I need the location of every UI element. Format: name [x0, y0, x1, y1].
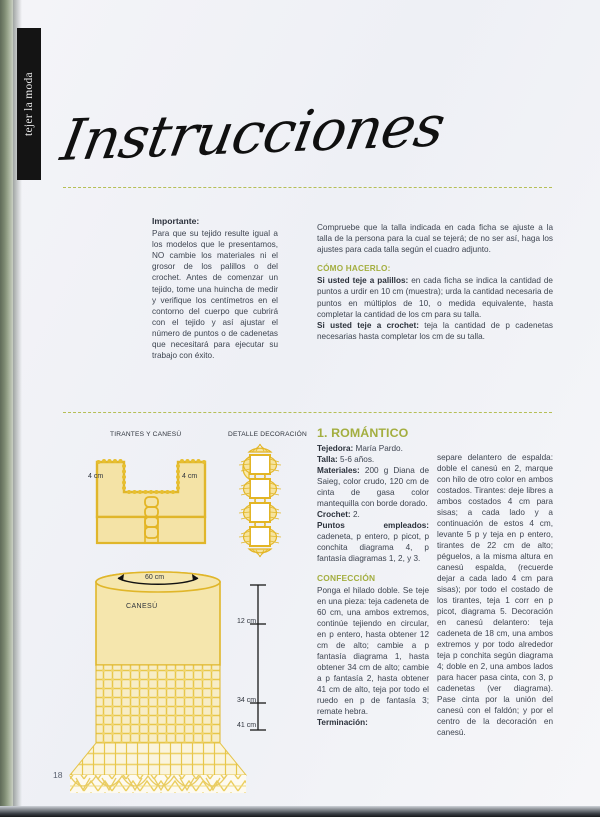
field-puntos: [317, 520, 429, 564]
tirantes-caption: TIRANTES Y CANESÚ: [110, 431, 182, 438]
tirantes-diagram: [97, 459, 207, 543]
measure-34cm: 34 cm: [237, 697, 257, 704]
confeccion-body: Ponga el hilado doble. Se teje en una pieza: teja cadeneta de 60 cm, una ambos extremos, continúe tejiendo en circular, en p entero, hasta obtener 12 cm de alto; cambie a p fantasía diagrama 1, hasta obtener 34 cm de alto; cambie a p fantasía 2, hasta obtener 41 cm de alto, teja por todo el ruedo en p de fantasía 3; remate hebra.: [317, 586, 429, 716]
measure-60cm: 60 cm: [145, 574, 165, 581]
field-crochet: [317, 509, 429, 520]
field-talla: [317, 454, 429, 465]
field-tejedora-label: Tejedora:: [317, 444, 354, 453]
field-talla-value: 5-6 años.: [337, 455, 375, 464]
palillos-lead: Si usted teje a palillos:: [317, 276, 409, 286]
crochet-body: teja la cantidad de p cadenetas necesarias hasta completar los cm de su talla.: [317, 320, 553, 341]
terminacion-body: separe delantero de espalda: doble el canesú en 2, marque con hilo de otro color en ambos costados. Tirantes: deje libres a ambos costados 4 cm para sisas; a cada lado y a continuación de estos 4 cm, levante 5 p y teja en p entero, tirantes de 22 cm de alto; péguelos, a la misma altura en canesú espalda, (recuerde dejar a cada lado 4 cm para sisas); por todo el costado de los tirantes, teja 1 corr en p picot, diagrama 5. Decoración en canesú delantero: teja cadeneta de 18 cm, una ambos extremos y por todo alrededor teja p conchita según diagrama 4; doble en 2, una ambos lados para hacer pasa cinta, con 3, p cadenetas (ver diagrama). Pase cinta por la unión del canesú con el faldón; y por el centro de la decoración en canesú.: [437, 453, 553, 737]
como-hacerlo-heading: CÓMO HACERLO:: [317, 264, 391, 274]
field-materiales: [317, 465, 429, 509]
terminacion-paragraph: [317, 717, 429, 728]
skirt-diagram: [70, 572, 266, 793]
page-title: Instrucciones: [56, 93, 449, 174]
field-crochet-label: Crochet:: [317, 510, 351, 519]
field-materiales-value: 200 g Diana de Saieg, color crudo, 120 cm de cinta de gasa color mantequilla con borde dorado.: [317, 466, 429, 508]
field-puntos-label: Puntos empleados:: [317, 521, 429, 530]
pattern-column: [317, 428, 429, 728]
field-crochet-value: 2.: [350, 510, 360, 519]
section-tab-label: tejer la moda: [23, 72, 35, 136]
page-number: 18: [53, 770, 63, 780]
measure-left-4cm: 4 cm: [88, 473, 104, 480]
pattern-title: 1. ROMÁNTICO: [317, 426, 409, 440]
field-tejedora: [317, 443, 429, 454]
compruebe-body: Compruebe que la talla indicada en cada ficha se ajuste a la talla de la persona para la cual se tejerá; de no ser así, haga los ajustes para cada talla según el cuadro adjunto.: [317, 223, 553, 255]
measure-12cm: 12 cm: [237, 618, 257, 625]
palillos-body: en cada ficha se indica la cantidad de puntos a urdir en 10 cm (muestra); urda la cantidad necesaria de puntos en múltiplos de 10, o medida equivalente, hasta completar la cantidad de los cm para su talla.: [317, 276, 553, 319]
measure-41cm: 41 cm: [237, 722, 257, 729]
confeccion-heading: CONFECCIÓN: [317, 573, 376, 583]
importante-heading: Importante:: [152, 216, 200, 226]
crochet-lead: Si usted teje a crochet:: [317, 320, 419, 330]
canesu-label: CANESÚ: [126, 603, 158, 610]
terminacion-lead: Terminación:: [317, 718, 368, 727]
field-tejedora-value: María Pardo.: [353, 444, 403, 453]
pattern-continuation-column: [437, 452, 553, 738]
measure-ruler: [250, 585, 266, 730]
field-materiales-label: Materiales:: [317, 466, 360, 475]
field-talla-label: Talla:: [317, 455, 338, 464]
importante-body: Para que su tejido resulte igual a los modelos que le presentamos, NO cambie los materiales ni el grosor de los palillos o del crochet. Antes de comenzar un tejido, tome una huincha de medir y verifique los centímetros en el contorno del cuerpo que cubrirá con el tejido y así ajustar el número de puntos o de cadenetas que necesitará para ejecutar su trabajo con éxito.: [152, 229, 278, 361]
field-puntos-value: cadeneta, p entero, p picot, p conchita diagrama 4, p fantasía diagramas 1, 2, y 3.: [317, 532, 429, 563]
detalle-caption: DETALLE DECORACIÓN: [228, 431, 307, 438]
decoration-detail-diagram: [239, 444, 281, 557]
measure-right-4cm: 4 cm: [182, 473, 198, 480]
